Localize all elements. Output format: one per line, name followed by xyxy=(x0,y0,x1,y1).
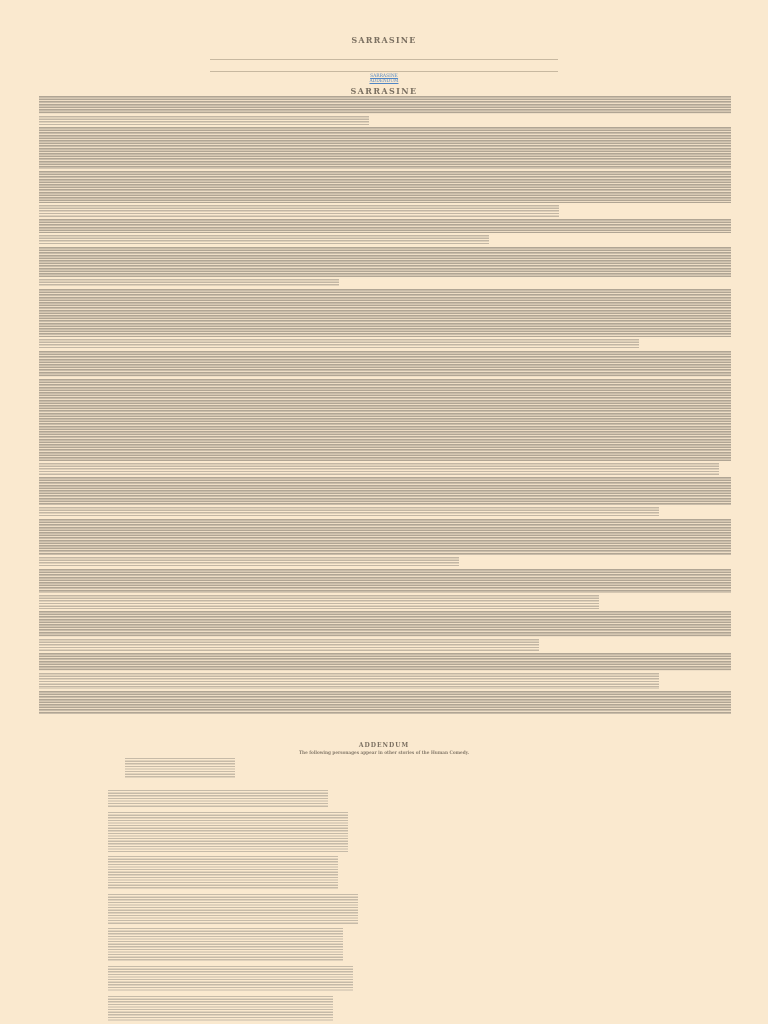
license-paragraph xyxy=(108,894,358,924)
toc-link-sarrasine[interactable]: SARRASINE xyxy=(370,74,398,79)
paragraph xyxy=(39,595,599,609)
paragraph xyxy=(39,96,731,114)
paragraph xyxy=(39,557,459,567)
license-paragraph xyxy=(108,996,333,1022)
license-text xyxy=(108,790,368,1022)
paragraph xyxy=(39,171,731,203)
license-paragraph xyxy=(108,856,338,890)
addendum-character-list xyxy=(125,758,235,778)
license-paragraph xyxy=(108,790,328,808)
license-paragraph xyxy=(108,966,353,992)
paragraph xyxy=(39,116,369,126)
paragraph xyxy=(39,127,731,169)
paragraph xyxy=(39,691,731,714)
divider xyxy=(210,59,558,60)
paragraph xyxy=(39,289,731,337)
table-of-contents xyxy=(0,74,768,84)
toc-link-addendum[interactable]: ADDENDUM xyxy=(369,79,399,84)
section-heading: SARRASINE xyxy=(350,86,418,96)
license-paragraph xyxy=(108,812,348,852)
license-paragraph xyxy=(108,928,343,962)
paragraph xyxy=(39,379,731,461)
paragraph xyxy=(39,351,731,377)
paragraph xyxy=(39,339,639,349)
paragraph xyxy=(39,477,731,505)
paragraph xyxy=(39,205,559,217)
addendum-note: The following personages appear in other stories of the Human Comedy. xyxy=(298,750,470,755)
addendum-title: ADDENDUM xyxy=(358,742,410,749)
book-title: SARRASINE xyxy=(351,35,417,45)
paragraph xyxy=(39,279,339,287)
paragraph xyxy=(39,639,539,651)
paragraph xyxy=(39,673,659,689)
paragraph xyxy=(39,611,731,637)
paragraph xyxy=(39,247,731,277)
paragraph xyxy=(39,235,489,245)
paragraph xyxy=(39,653,731,671)
story-text xyxy=(39,96,731,714)
paragraph xyxy=(39,463,719,475)
paragraph xyxy=(39,519,731,555)
paragraph xyxy=(39,569,731,593)
divider xyxy=(210,71,558,72)
paragraph xyxy=(39,219,731,233)
paragraph xyxy=(39,507,659,517)
